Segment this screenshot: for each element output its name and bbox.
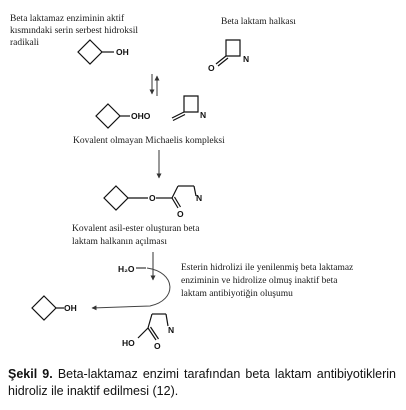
- serine-label-line2: kısmındaki serin serbest hidroksil: [10, 26, 138, 36]
- caption-text: Beta-laktamaz enzimi tarafından beta laktam antibiyotiklerin hidroliz ile inaktif edilmesi (12).: [8, 367, 396, 398]
- michaelis-n-atom: N: [200, 110, 207, 120]
- ring-n-atom: N: [243, 54, 250, 64]
- serine-hydroxyl-structure: [78, 40, 114, 64]
- ring-o-atom: O: [208, 63, 215, 73]
- hydrolyzed-o-atom: O: [154, 341, 161, 351]
- figure-caption: [8, 366, 396, 400]
- water-molecule: H₂O: [118, 264, 135, 274]
- regenerated-oh-atom: OH: [64, 303, 77, 313]
- hydrolysis-label-line1: Esterin hidrolizi ile yenilenmiş beta laktamaz: [181, 263, 354, 273]
- acyl-label-line2: laktam halkanın açılması: [72, 237, 167, 247]
- equilibrium-arrows: [152, 74, 157, 96]
- acyl-ester-o-atom: O: [149, 193, 156, 203]
- hydrolyzed-ho-atom: HO: [122, 338, 135, 348]
- hydrolyzed-antibiotic-structure: [138, 314, 168, 340]
- hydrolyzed-n-atom: N: [168, 325, 175, 335]
- regeneration-curved-arrow: [92, 268, 170, 308]
- caption-prefix: Şekil 9.: [8, 367, 53, 381]
- serine-oh-atom: OH: [116, 47, 129, 57]
- beta-lactam-ring-structure: [216, 40, 240, 66]
- ring-label: Beta laktam halkası: [221, 17, 296, 27]
- michaelis-oho-atoms: OHO: [131, 111, 151, 121]
- michaelis-label: Kovalent olmayan Michaelis kompleksi: [73, 136, 225, 146]
- acyl-carbonyl-o-atom: O: [177, 209, 184, 219]
- serine-label-line1: Beta laktamaz enziminin aktif: [10, 14, 125, 24]
- acyl-label-line1: Kovalent asil-ester oluşturan beta: [72, 224, 200, 234]
- regenerated-serine-structure: [32, 296, 64, 320]
- hydrolysis-label-line2: enziminin ve hidrolize olmuş inaktif beta: [181, 276, 338, 286]
- serine-label-line3: radikali: [10, 38, 40, 48]
- hydrolysis-label-line3: laktam antibiyotiğin oluşumu: [181, 289, 293, 299]
- acyl-n-atom: N: [196, 193, 203, 203]
